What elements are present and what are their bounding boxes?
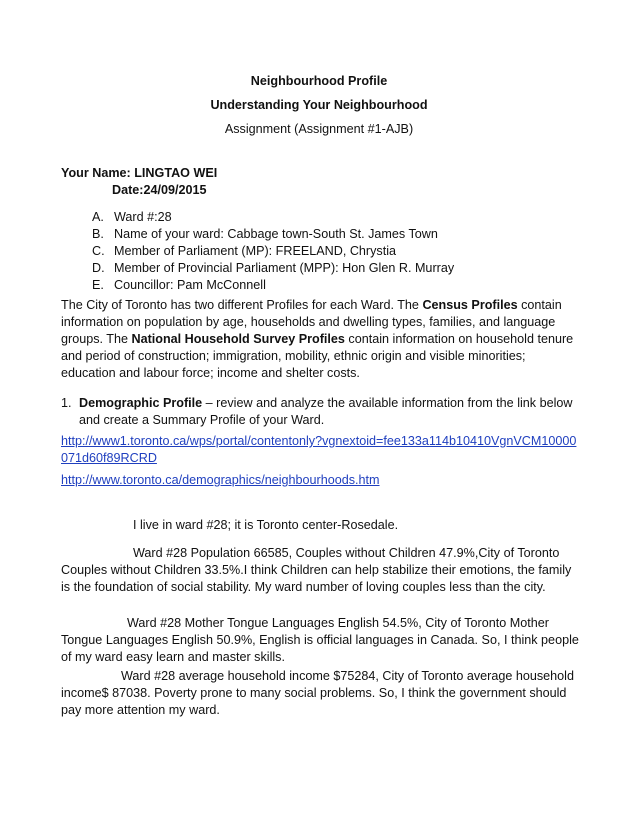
task-heading: Demographic Profile	[79, 396, 203, 410]
answer-income: Ward #28 average household income $75284, City of Toronto average household income$ 87038. Poverty prone to many social problems. So, I think the government should pay more attention my ward.	[61, 669, 574, 717]
list-item: B. Name of your ward: Cabbage town-South St. James Town	[92, 227, 438, 241]
census-profiles-term: Census Profiles	[422, 298, 518, 312]
task-item: 1. Demographic Profile – review and analyze the available information from the link below and create a Summary Profile of your Ward.	[61, 396, 573, 427]
census-link[interactable]: http://www1.toronto.ca/wps/portal/contentonly?vgnextoid=fee133a114b10410VgnVCM10000071d60f89RCRD	[61, 434, 577, 465]
list-item: D. Member of Provincial Parliament (MPP): Hon Glen R. Murray	[92, 261, 455, 275]
list-item: C. Member of Parliament (MP): FREELAND, Chrystia	[92, 244, 397, 258]
ward-info-list	[92, 209, 562, 294]
document-subtitle: Understanding Your Neighbourhood	[210, 98, 428, 112]
intro-paragraph: The City of Toronto has two different Profiles for each Ward. The Census Profiles contain information on population by age, households and dwelling types, families, and language groups. The National Household Survey Profiles contain information on household tenure and period of construction; immigration, mobility, ethnic origin and visible minorities; education and labour force; income and shelter costs.	[61, 298, 574, 380]
answer-languages: Ward #28 Mother Tongue Languages English 54.5%, City of Toronto Mother Tongue Languages English 50.9%, English is official languages in Canada. So, I think people of my ward easy learn and master skills.	[61, 616, 579, 664]
document-title: Neighbourhood Profile	[250, 74, 388, 88]
answer-ward-intro: I live in ward #28; it is Toronto center-Rosedale.	[133, 518, 399, 532]
list-item: E. Councillor: Pam McConnell	[92, 278, 266, 292]
assignment-label: Assignment (Assignment #1-AJB)	[224, 122, 414, 136]
assignment-date: Date:24/09/2015	[112, 183, 207, 197]
demographics-link[interactable]: http://www.toronto.ca/demographics/neighbourhoods.htm	[61, 473, 380, 487]
student-name: Your Name: LINGTAO WEI	[61, 166, 218, 180]
answer-couples: Ward #28 Population 66585, Couples without Children 47.9%,City of Toronto Couples without Children 33.5%.I think Children can help stabilize their emotions, the family is the foundation of social stability. My ward number of loving couples less than the city.	[61, 546, 572, 594]
list-item: A. Ward #:28	[92, 210, 172, 224]
nhs-profiles-term: National Household Survey Profiles	[131, 332, 345, 346]
